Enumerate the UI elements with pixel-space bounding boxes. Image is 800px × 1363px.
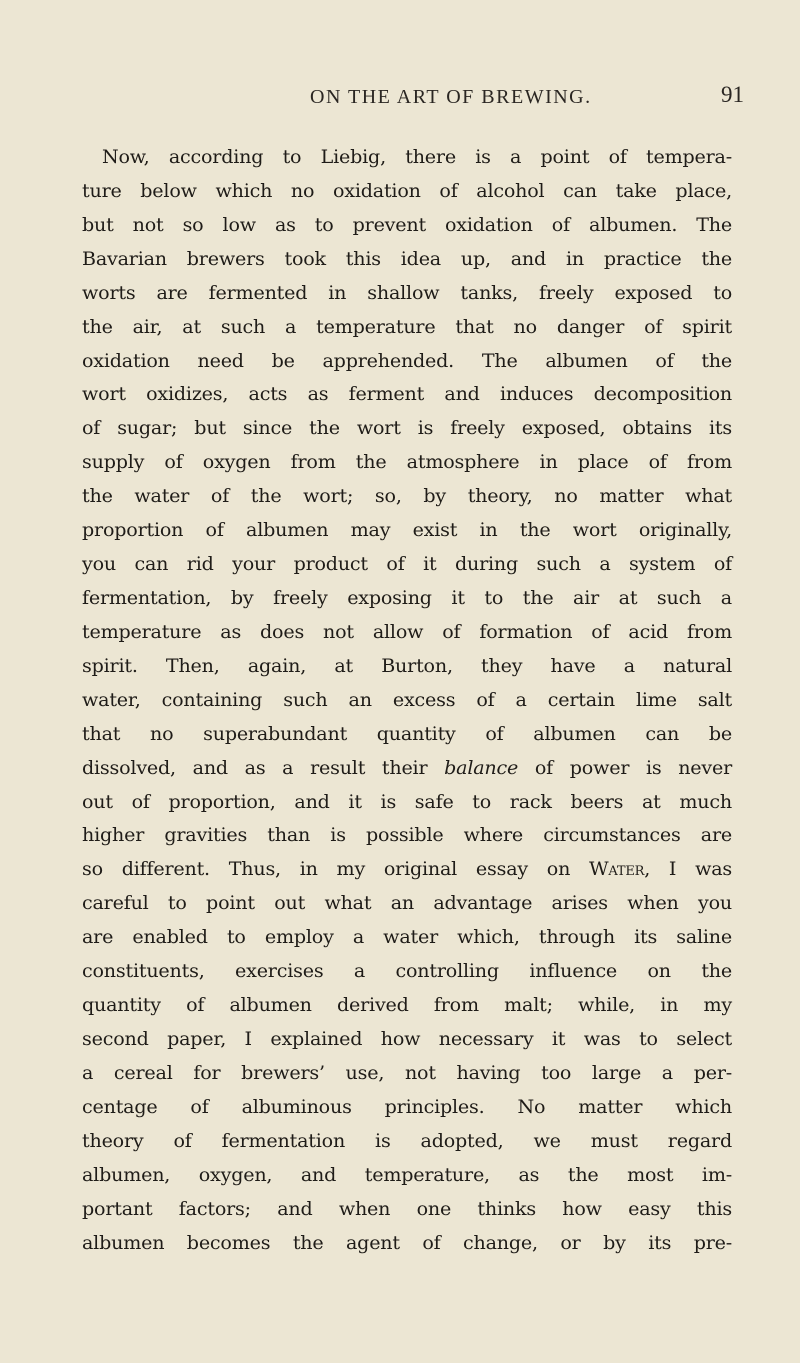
text-line: careful to point out what an advantage arises when you (82, 891, 732, 915)
running-head: ON THE ART OF BREWING. (310, 86, 592, 108)
text-line: theory of fermentation is adopted, we must regard (82, 1128, 732, 1152)
text-line: quantity of albumen derived from malt; while, in my (82, 993, 732, 1017)
text-line: out of proportion, and it is safe to rack beers at much (82, 789, 732, 813)
text-fragment: , I was (644, 857, 732, 881)
text-line: of sugar; but since the wort is freely exposed, obtains its (82, 416, 732, 440)
text-line: albumen becomes the agent of change, or by its pre- (82, 1230, 732, 1254)
text-line: higher gravities than is possible where circumstances are (82, 823, 732, 847)
text-line: oxidation need be apprehended. The albumen of the (82, 348, 732, 372)
body-paragraph (82, 140, 732, 1259)
text-line: worts are fermented in shallow tanks, freely exposed to (82, 280, 732, 304)
text-line: fermentation, by freely exposing it to the air at such a (82, 585, 732, 609)
text-fragment: so different. Thus, in my original essay on (82, 857, 571, 881)
text-line: ture below which no oxidation of alcohol can take place, (82, 178, 732, 202)
text-line: the water of the wort; so, by theory, no matter what (82, 484, 732, 508)
text-line: portant factors; and when one thinks how easy this (82, 1196, 732, 1220)
text-fragment: of power is never (534, 755, 733, 779)
text-line: temperature as does not allow of formation of acid from (82, 619, 732, 643)
text-line: supply of oxygen from the atmosphere in place of from (82, 450, 732, 474)
text-line: but not so low as to prevent oxidation of albumen. The (82, 212, 732, 236)
text-line: albumen, oxygen, and temperature, as the most im- (82, 1162, 732, 1186)
text-line: a cereal for brewers’ use, not having too large a per- (82, 1060, 732, 1084)
text-line: wort oxidizes, acts as ferment and induces decomposition (82, 382, 732, 406)
text-line (82, 852, 732, 886)
text-line: constituents, exercises a controlling influence on the (82, 959, 732, 983)
text-line: the air, at such a temperature that no danger of spirit (82, 314, 732, 338)
text-line: you can rid your product of it during such a system of (82, 552, 732, 576)
text-line: Bavarian brewers took this idea up, and in practice the (82, 246, 732, 270)
italic-emphasis: balance (444, 755, 519, 779)
text-fragment: dissolved, and as a result their (82, 755, 428, 779)
text-line: proportion of albumen may exist in the wort originally, (82, 518, 732, 542)
small-caps-title: Water (588, 857, 645, 881)
text-line: centage of albuminous principles. No matter which (82, 1094, 732, 1118)
page-number: 91 (721, 82, 744, 107)
text-line: water, containing such an excess of a certain lime salt (82, 687, 732, 711)
text-line: Now, according to Liebig, there is a point of tempera- (102, 145, 732, 168)
text-line: that no superabundant quantity of albumen can be (82, 721, 732, 745)
text-line: are enabled to employ a water which, through its saline (82, 925, 732, 949)
text-line: second paper, I explained how necessary it was to select (82, 1026, 732, 1050)
text-line: spirit. Then, again, at Burton, they have a natural (82, 653, 732, 677)
text-line (82, 751, 732, 785)
